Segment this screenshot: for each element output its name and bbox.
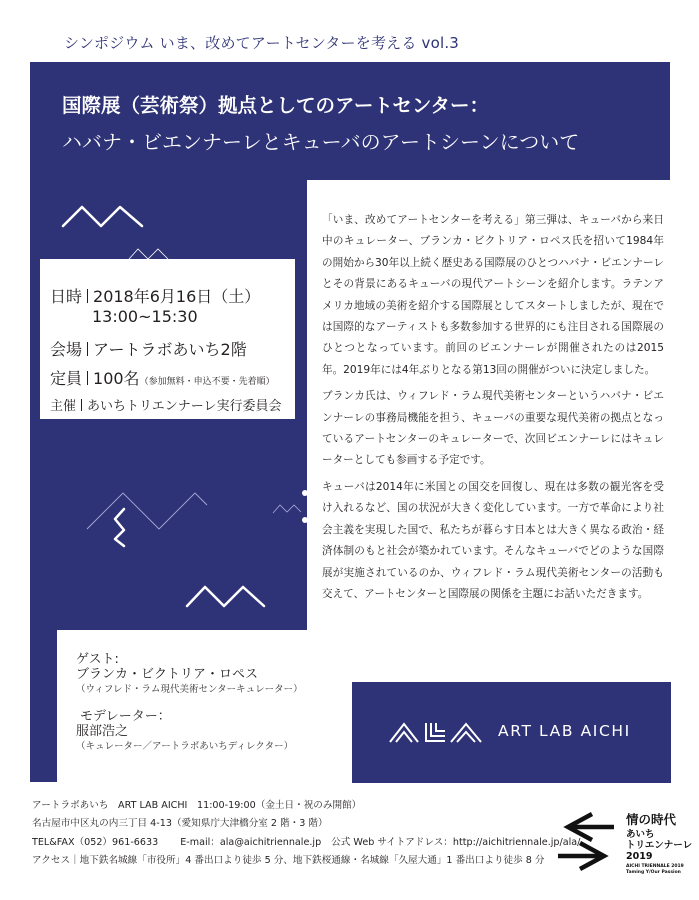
description-paragraph-3: キューバは2014年に米国との国交を回復し、現在は多数の観光客を受け入れるなど、国の状況が大きく変化しています。一方で革命により社会主義を実現した国で、私たちが暮らす日本とは大きく異なる政治・経済体制のもと社会が築かれています。そんなキューバでどのような国際展が実施されているのか、ウィフレド・ラム現代美術センターの活動も交えて、アートセンターと国際展の関係を主題にお話いただきます。 <box>322 480 664 600</box>
guest-name: ブランカ・ビクトリア・ロペス <box>76 667 259 682</box>
moderator-name: 服部浩之 <box>76 724 129 739</box>
capacity-label: 定員 <box>50 369 83 388</box>
triennale-theme: 情の時代 <box>626 812 677 827</box>
moderator-label: モデレーター： <box>80 709 171 724</box>
mountain-line-decoration-icon <box>85 490 210 530</box>
triennale-name-aichi: あいち <box>626 829 655 840</box>
squiggle-decoration-icon <box>110 506 130 548</box>
title-line-1: 国際展（芸術祭）拠点としてのアートセンター： <box>62 94 490 117</box>
footer-web[interactable]: 公式 Web サイトアドレス：http://aichitriennale.jp/ala/ <box>331 836 581 848</box>
page-title <box>62 88 579 160</box>
speakers-section <box>76 652 303 754</box>
event-info-box <box>40 259 295 419</box>
date-row <box>50 284 260 307</box>
triennale-english-theme: Taming Y/Our Passion <box>626 869 681 875</box>
footer-line-hours: アートラボあいち ART LAB AICHI 11:00-19:00（金土日・祝のみ開館） <box>32 800 362 811</box>
triennale-name-triennale: トリエンナーレ <box>626 840 693 851</box>
triennale-name <box>626 829 692 862</box>
venue-value: アートラボあいち2階 <box>93 340 247 359</box>
moderator-role: （キュレーター／アートラボあいちディレクター） <box>76 741 294 752</box>
zigzag-decoration-top-icon <box>60 200 150 230</box>
navy-left-strip <box>30 620 57 782</box>
organizer-label: 主催 <box>50 399 77 414</box>
zigzag-tiny-icon <box>272 502 302 514</box>
ala-logo-text: ART LAB AICHI <box>498 722 631 740</box>
notch-dot-1 <box>302 490 308 496</box>
footer-info <box>32 797 580 871</box>
zigzag-decoration-bottom-icon <box>184 580 270 610</box>
art-lab-aichi-logo-box <box>352 682 671 783</box>
footer-line-access: アクセス｜地下鉄名城線「市役所」4 番出口より徒歩 5 分、地下鉄桜通線・名城線「久屋大通」1 番出口より徒歩 8 分 <box>32 855 545 867</box>
guest-label: ゲスト: <box>76 652 119 667</box>
venue-label: 会場 <box>50 340 83 359</box>
zigzag-small-icon <box>128 246 172 260</box>
capacity-value: 100名 <box>93 369 140 388</box>
event-description <box>322 210 664 610</box>
footer-line-address: 名古屋市中区丸の内三丁目 4-13（愛知県庁大津橋分室 2 階・3 階） <box>32 818 328 830</box>
notch-dot-2 <box>302 517 308 523</box>
capacity-row <box>50 366 275 389</box>
description-paragraph-2: ブランカ氏は、ウィフレド・ラム現代美術センターというハバナ・ビエンナーレの事務局機能を担う、キューバの重要な現代美術の拠点となっているアートセンターのキュレーターで、次回ビエンナーレにはキュレーターとしても参画する予定です。 <box>322 390 664 467</box>
time-value: 13:00~15:30 <box>92 307 198 326</box>
footer-line-contact <box>32 834 580 852</box>
organizer-value: あいちトリエンナーレ実行委員会 <box>87 399 282 414</box>
triennale-english <box>626 864 684 875</box>
date-value: 2018年6月16日（土） <box>93 287 261 306</box>
footer-tel: TEL&FAX（052）961-6633 <box>32 836 159 848</box>
capacity-note: （参加無料・申込不要・先着順） <box>139 377 275 387</box>
organizer-row <box>50 395 282 414</box>
title-line-2: ハバナ・ビエンナーレとキューバのアートシーンについて <box>62 130 580 154</box>
aichi-triennale-logo <box>558 800 698 890</box>
triennale-english-name: AICHI TRIENNALE 2019 <box>626 864 684 869</box>
triennale-mark-icon <box>558 810 614 872</box>
footer-email[interactable]: E-mail：ala@aichitriennale.jp <box>180 836 322 848</box>
series-subtitle: シンポジウム いま、改めてアートセンターを考える vol.3 <box>64 34 460 52</box>
triennale-year: 2019 <box>626 851 653 862</box>
description-paragraph-1: 「いま、改めてアートセンターを考える」第三弾は、キューバから来日中のキュレーター、ブランカ・ビクトリア・ロペス氏を招いて1984年の開始から30年以上続く歴史ある国際展のひとつハバナ・ビエンナーレとその背景にあるキューバの現代アートシーンを紹介します。ラテンアメリカ地域の美術を紹介する国際展としてスタートしましたが、現在では国際的なアーティストも多数参加する世界的にも注目される国際展のひとつとなっています。前回のビエンナーレが開催されたのは2015年。2019年には4年ぶりとなる第13回の開催がついに決定しました。 <box>322 214 664 376</box>
guest-role: （ウィフレド・ラム現代美術センターキュレーター） <box>76 684 303 695</box>
date-label: 日時 <box>50 287 83 306</box>
ala-logo-icon <box>389 721 489 743</box>
venue-row <box>50 337 247 360</box>
